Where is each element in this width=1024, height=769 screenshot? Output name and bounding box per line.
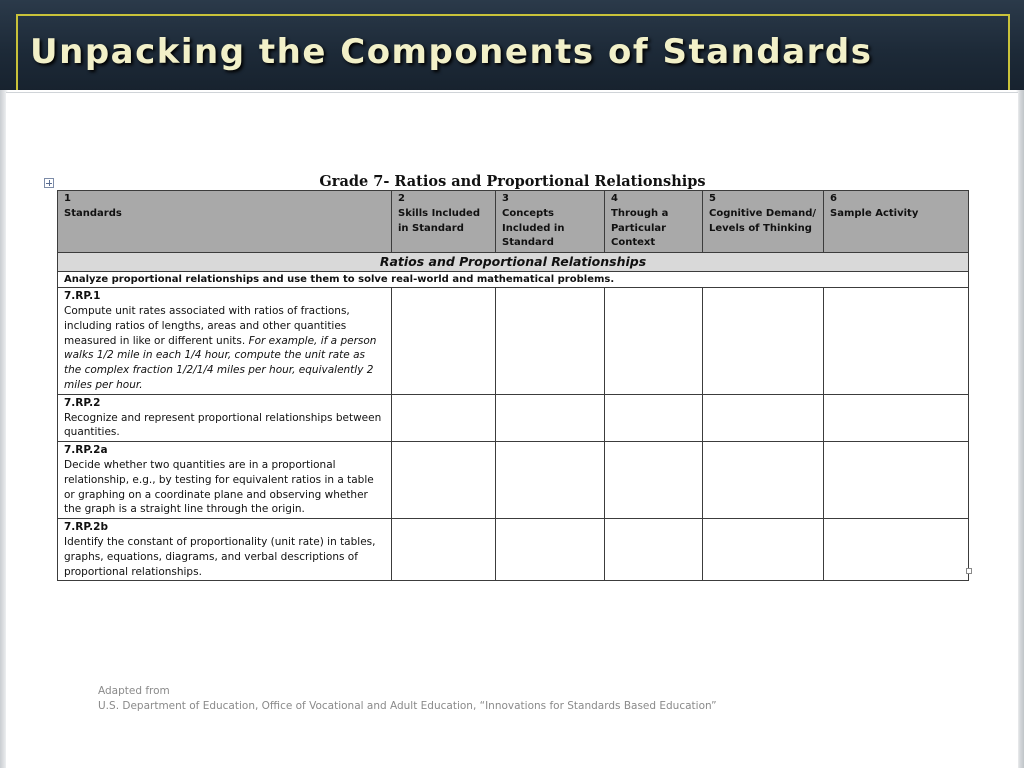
table-row [58, 519, 969, 581]
section-heading: Ratios and Proportional Relationships [58, 253, 969, 272]
table-row [58, 288, 969, 395]
context-cell[interactable] [605, 288, 703, 395]
footnote [98, 684, 717, 714]
standard-code: 7.RP.2b [64, 521, 108, 534]
column-header-standards [58, 191, 392, 253]
cognitive-demand-cell[interactable] [703, 394, 824, 441]
column-label: Standards [64, 207, 122, 219]
concepts-cell[interactable] [496, 519, 605, 581]
concepts-cell[interactable] [496, 288, 605, 395]
standard-text: Compute unit rates associated with ratios of fractions, including ratios of lengths, areas and other quantities measured in like or different units. [64, 304, 350, 347]
standard-code: 7.RP.2a [64, 444, 108, 457]
column-header-context [605, 191, 703, 253]
column-label: Concepts Included in Standard [502, 207, 565, 249]
standard-example: For example, if a person walks 1/2 mile in each 1/4 hour, compute the unit rate as the complex fraction 1/2/1/4 miles per hour, equivalently 2 miles per hour. [64, 334, 377, 391]
context-cell[interactable] [605, 519, 703, 581]
table-header-row [58, 191, 969, 253]
domain-statement: Analyze proportional relationships and use them to solve real-world and mathematical problems. [58, 272, 969, 288]
sample-activity-cell[interactable] [824, 519, 969, 581]
section-heading-row [58, 253, 969, 272]
standard-cell [58, 519, 392, 581]
slide-title: Unpacking the Components of Standards [30, 32, 873, 72]
cognitive-demand-cell[interactable] [703, 519, 824, 581]
column-number: 1 [64, 193, 71, 204]
skills-cell[interactable] [392, 394, 496, 441]
skills-cell[interactable] [392, 519, 496, 581]
footnote-line-2: U.S. Department of Education, Office of Vocational and Adult Education, “Innovations for Standards Based Education” [98, 700, 717, 712]
context-cell[interactable] [605, 442, 703, 519]
column-label: Skills Included in Standard [398, 207, 480, 234]
cognitive-demand-cell[interactable] [703, 442, 824, 519]
standard-cell [58, 442, 392, 519]
column-label: Cognitive Demand/ Levels of Thinking [709, 207, 817, 234]
context-cell[interactable] [605, 394, 703, 441]
column-number: 4 [611, 193, 618, 204]
sample-activity-cell[interactable] [824, 288, 969, 395]
column-number: 2 [398, 193, 405, 204]
concepts-cell[interactable] [496, 442, 605, 519]
standard-text: Decide whether two quantities are in a proportional relationship, e.g., by testing for equivalent ratios in a table or graphing on a coordinate plane and observing whether the graph is a straight line through the origin. [64, 458, 374, 516]
skills-cell[interactable] [392, 442, 496, 519]
standard-text: Recognize and represent proportional relationships between quantities. [64, 411, 382, 439]
column-label: Sample Activity [830, 207, 919, 219]
column-header-sample-activity [824, 191, 969, 253]
table-resize-handle[interactable] [966, 568, 972, 574]
table-row [58, 442, 969, 519]
concepts-cell[interactable] [496, 394, 605, 441]
document-title: Grade 7- Ratios and Proportional Relationships [319, 173, 706, 190]
cognitive-demand-cell[interactable] [703, 288, 824, 395]
column-header-skills [392, 191, 496, 253]
sample-activity-cell[interactable] [824, 394, 969, 441]
skills-cell[interactable] [392, 288, 496, 395]
table-move-handle-icon[interactable] [44, 178, 54, 188]
column-header-concepts [496, 191, 605, 253]
column-number: 6 [830, 193, 837, 204]
standard-code: 7.RP.2 [64, 396, 101, 409]
column-number: 5 [709, 193, 716, 204]
standards-table [57, 190, 969, 581]
footnote-line-1: Adapted from [98, 685, 170, 697]
standard-code: 7.RP.1 [64, 290, 101, 303]
slide-header [0, 0, 1024, 92]
column-header-cognitive-demand [703, 191, 824, 253]
column-label: Through a Particular Context [611, 207, 669, 249]
domain-statement-row [58, 272, 969, 288]
column-number: 3 [502, 193, 509, 204]
standard-cell [58, 288, 392, 395]
standard-cell [58, 394, 392, 441]
sample-activity-cell[interactable] [824, 442, 969, 519]
standard-text: Identify the constant of proportionality (unit rate) in tables, graphs, equations, diagrams, and verbal descriptions of proportional relationships. [64, 535, 376, 578]
table-row [58, 394, 969, 441]
